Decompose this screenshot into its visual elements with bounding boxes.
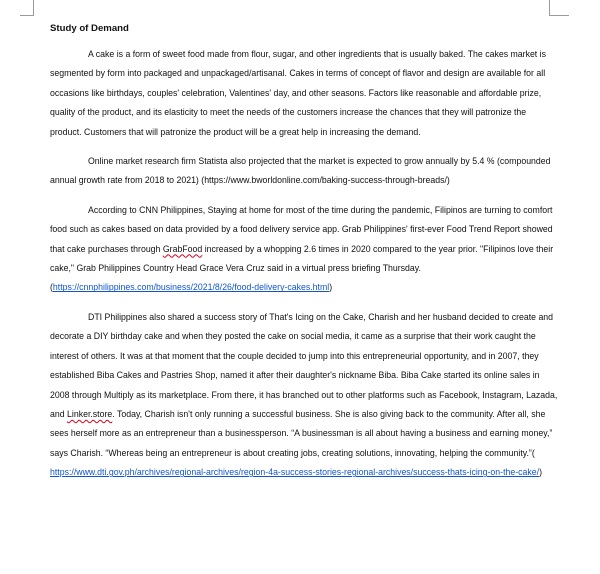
margin-corner-top-right [549,0,569,16]
spelling-flag-linker-store: Linker.store [67,408,113,419]
cnn-link[interactable]: https://cnnphilippines.com/business/2021/8/26/food-delivery-cakes.html [52,282,330,293]
document-heading: Study of Demand [50,23,129,34]
paragraph-4 [50,308,560,483]
document-body[interactable] [50,18,560,483]
paragraph-1: A cake is a form of sweet food made from flour, sugar, and other ingredients that is usually baked. The cakes market is segmented by form into packaged and unpackaged/artisanal. Cakes in terms of concept of flavor and design are available for all occasions like birthdays, couples' celebration, Valentines' day, and other seasons. Factors like reasonable and affordable prize, quality of the product, and its elasticity to meet the needs of the customers increase the chances that they will patronize the product. Customers that will patronize the product will be a great help in increasing the demand. [50,49,546,137]
paragraph-4-text-b: . Today, Charish isn't only running a successful business. She is also giving back to the community. After all, she sees herself more as an entrepreneur than a businessperson. “A businessman is all about having a business and earning money,” says Charish. “Whereas being an entrepreneur is about creating jobs, creating solutions, innovating, helping the community.”( [50,408,553,458]
paragraph-4-text-c: ) [539,467,542,478]
margin-corner-top-left [20,0,34,16]
dti-link[interactable]: https://www.dti.gov.ph/archives/regional-archives/region-4a-success-stories-regional-archives/success-thats-icing-on-the-cake/ [50,467,540,478]
paragraph-2: Online market research firm Statista also projected that the market is expected to grow annually by 5.4 % (compounded annual growth rate from 2018 to 2021) (https://www.bworldonline.com/baking-success-through-breads/) [50,156,551,186]
paragraph-3-text-b: increased by a whopping 2.6 times in 2020 compared to the year prior. "Filipinos love their cake," Grab Philippines Country Head Grace Vera Cruz said in a virtual press briefing Thursday. ( [50,243,554,293]
paragraph-4-text-a: DTI Philippines also shared a success story of That's Icing on the Cake, Charish and her husband decided to create and decorate a DIY birthday cake and when they posted the cake on social media, it came as a surprise that their work caught the interest of others. It was at that moment that the couple decided to jump into this entrepreneurial opportunity, and in 2007, they established Biba Cakes and Pastries Shop, named it after their daughter's nickname Biba. Biba Cake started its online sales in 2008 through Multiply as its marketplace. From there, it has branched out to other platforms such as Facebook, Instagram, Lazada, and [50,311,558,419]
paragraph-3-text-a: According to CNN Philippines, Staying at home for most of the time during the pandemic, Filipinos are turning to comfort food such as cakes based on data provided by a food delivery service app. Grab Philippines' first-ever Food Trend Report showed that cake purchases through [50,204,553,254]
spelling-flag-grabfood: GrabFood [162,243,203,254]
paragraph-3 [50,201,560,298]
paragraph-3-text-c: ) [329,282,333,293]
